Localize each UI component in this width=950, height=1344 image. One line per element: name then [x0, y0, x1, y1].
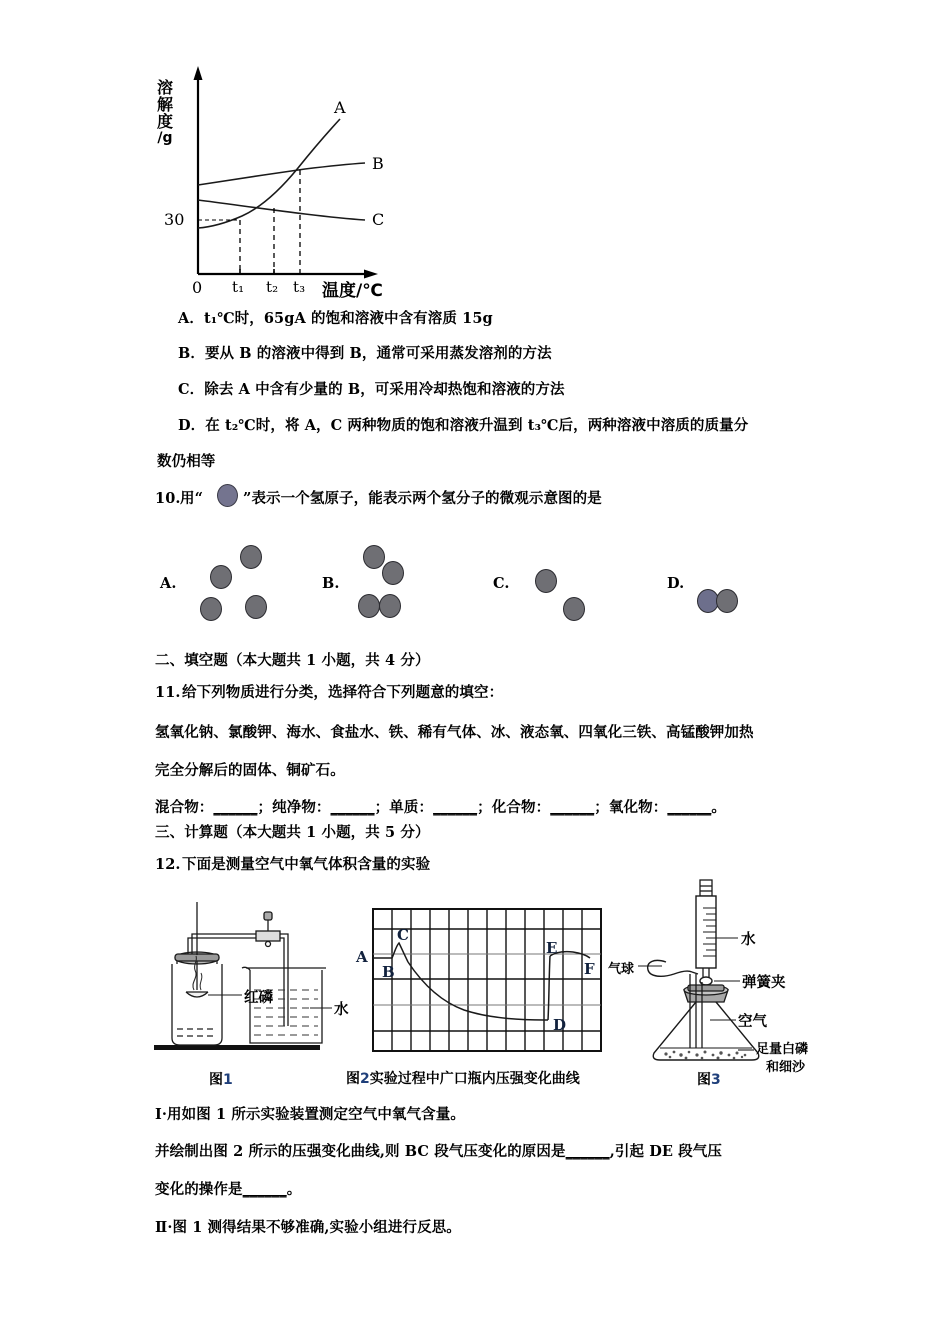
q10-stem-after: ”表示一个氢原子，能表示两个氢分子的微观示意图的是 — [243, 490, 602, 507]
molecule-atom — [382, 561, 404, 585]
curve-label-a: A — [334, 98, 346, 117]
molecule-atom — [379, 594, 401, 618]
q11-label-compound: 化合物： — [491, 799, 551, 816]
molecule-atom — [240, 545, 262, 569]
x-tick-t3: t₃ — [293, 278, 306, 296]
q12-number: 12. — [155, 856, 181, 873]
figure2-point-c: C — [397, 926, 409, 944]
tail-blank-bc[interactable]: ______ — [565, 1143, 610, 1160]
q11-terminator: 。 — [711, 799, 727, 816]
figure2-caption — [346, 1068, 580, 1088]
figure2-caption-number: 2 — [360, 1071, 370, 1087]
q10-number: 10. — [155, 490, 181, 507]
q9-option-d-cont: 数仍相等 — [157, 453, 216, 470]
figure1-caption — [209, 1069, 233, 1089]
q11-prompt: 给下列物质进行分类，选择符合下列题意的填空： — [182, 684, 504, 701]
y-axis-label-char-2: 解 — [156, 94, 173, 114]
figure3-label-spring-clip: 弹簧夹 — [742, 975, 786, 991]
q11-blank-oxide[interactable]: ______ — [667, 799, 712, 816]
q10-option-c-label: C. — [493, 575, 510, 592]
q11-blank-mixture[interactable]: ______ — [213, 799, 258, 816]
q11-label-mixture: 混合物： — [155, 799, 214, 816]
figure2-point-f: F — [584, 960, 595, 978]
q9-option-b: B．要从 B 的溶液中得到 B，通常可采用蒸发溶剂的方法 — [178, 345, 552, 362]
q11-sep-2: ； — [374, 799, 390, 816]
q11-label-element: 单质： — [389, 799, 434, 816]
figure3-label-balloon: 气球 — [608, 962, 635, 977]
molecule-atom — [200, 597, 222, 621]
figure3-apparatus — [608, 878, 868, 1075]
figure2-pressure-graph — [356, 906, 610, 1058]
figure2-caption-rest: 实验过程中广口瓶内压强变化曲线 — [369, 1071, 580, 1087]
q10-stem-before: 用“ — [180, 490, 204, 507]
q11-substances-line2: 完全分解后的固体、铜矿石。 — [155, 762, 345, 779]
q11-answer-row — [155, 799, 726, 816]
q11-sep-1: ； — [257, 799, 273, 816]
molecule-atom — [535, 569, 557, 593]
figure3-caption-number: 3 — [711, 1072, 721, 1088]
q10-option-a-label: A. — [160, 575, 177, 592]
molecule-atom — [716, 589, 738, 613]
molecule-atom — [245, 595, 267, 619]
figure1-apparatus — [150, 898, 360, 1063]
figure1-caption-text: 图 — [209, 1072, 223, 1088]
q9-option-a: A．t₁℃时，65gA 的饱和溶液中含有溶质 15g — [178, 310, 493, 327]
section2-heading: 二、填空题（本大题共 1 小题，共 4 分） — [155, 652, 430, 669]
curve-label-c: C — [372, 210, 385, 229]
solubility-curve-figure — [150, 62, 410, 302]
molecule-atom — [358, 594, 380, 618]
figure2-point-e: E — [546, 939, 558, 957]
section3-heading: 三、计算题（本大题共 1 小题，共 5 分） — [155, 824, 430, 841]
x-tick-t1: t₁ — [232, 278, 245, 296]
q10-option-d-label: D. — [667, 575, 685, 592]
q11-substances-line1: 氢氧化钠、氯酸钾、海水、食盐水、铁、稀有气体、冰、液态氧、四氧化三铁、高锰酸钾加热 — [155, 724, 754, 741]
figure3-caption-text: 图 — [697, 1072, 711, 1088]
q9-option-d: D．在 t₂℃时，将 A，C 两种物质的饱和溶液升温到 t₃℃后，两种溶液中溶质的质量分 — [178, 417, 749, 434]
figure1-label-water: 水 — [334, 1002, 349, 1018]
figure1-caption-number: 1 — [223, 1072, 233, 1088]
hydrogen-atom-icon — [217, 484, 238, 507]
q9-option-c: C．除去 A 中含有少量的 B，可采用冷却热饱和溶液的方法 — [178, 381, 565, 398]
figure3-label-fine-sand: 和细沙 — [766, 1060, 806, 1075]
q10-option-b-label: B. — [322, 575, 340, 592]
molecule-atom — [210, 565, 232, 589]
q11-blank-pure[interactable]: ______ — [330, 799, 375, 816]
figure2-point-b: B — [382, 963, 395, 981]
tail-line-3 — [155, 1181, 301, 1198]
y-axis-label — [154, 80, 176, 146]
y-axis-label-char-3: 度 — [156, 111, 173, 131]
figure3-label-water: 水 — [741, 932, 756, 948]
q11-number: 11. — [155, 684, 181, 701]
molecule-atom — [363, 545, 385, 569]
q11-sep-4: ； — [594, 799, 609, 816]
tail-blank-de[interactable]: ______ — [242, 1181, 287, 1198]
solubility-chart-svg — [150, 62, 410, 302]
q11-sep-3: ； — [477, 799, 492, 816]
y-axis-unit: /g — [157, 129, 173, 146]
figure3-caption — [697, 1069, 721, 1089]
figure2-caption-text: 图 — [346, 1071, 360, 1087]
curve-label-b: B — [372, 154, 384, 173]
q11-blank-element[interactable]: ______ — [433, 799, 478, 816]
y-axis-label-char-1: 溶 — [156, 78, 173, 97]
tail-line-2 — [155, 1143, 722, 1160]
figure2-point-a: A — [356, 948, 368, 966]
x-origin-label: 0 — [192, 278, 203, 297]
figure1-svg — [150, 898, 360, 1063]
q11-blank-compound[interactable]: ______ — [550, 799, 595, 816]
tail-line-3-part-b: 。 — [286, 1181, 302, 1198]
molecule-atom — [563, 597, 585, 621]
figure3-label-white-phosphorus: 足量白磷 — [756, 1042, 809, 1057]
figure2-point-d: D — [553, 1016, 567, 1034]
tail-line-2-part-b: ,引起 DE 段气压 — [609, 1143, 722, 1160]
tail-line-3-part-a: 变化的操作是 — [155, 1181, 243, 1198]
x-tick-t2: t₂ — [266, 278, 279, 296]
y-tick-30: 30 — [164, 210, 185, 229]
q11-label-pure: 纯净物： — [272, 799, 331, 816]
figure1-label-red-phosphorus: 红磷 — [244, 990, 273, 1006]
tail-line-4: Ⅱ·图 1 测得结果不够准确,实验小组进行反思。 — [155, 1219, 461, 1236]
figure3-label-air: 空气 — [738, 1014, 767, 1030]
q12-prompt: 下面是测量空气中氧气体积含量的实验 — [182, 856, 431, 873]
tail-line-1: Ⅰ·用如图 1 所示实验装置测定空气中氧气含量。 — [155, 1106, 465, 1123]
tail-line-2-part-a: 并绘制出图 2 所示的压强变化曲线,则 BC 段气压变化的原因是 — [155, 1143, 566, 1160]
q11-label-oxide: 氧化物： — [608, 799, 668, 816]
x-axis-label: 温度/℃ — [322, 281, 383, 301]
